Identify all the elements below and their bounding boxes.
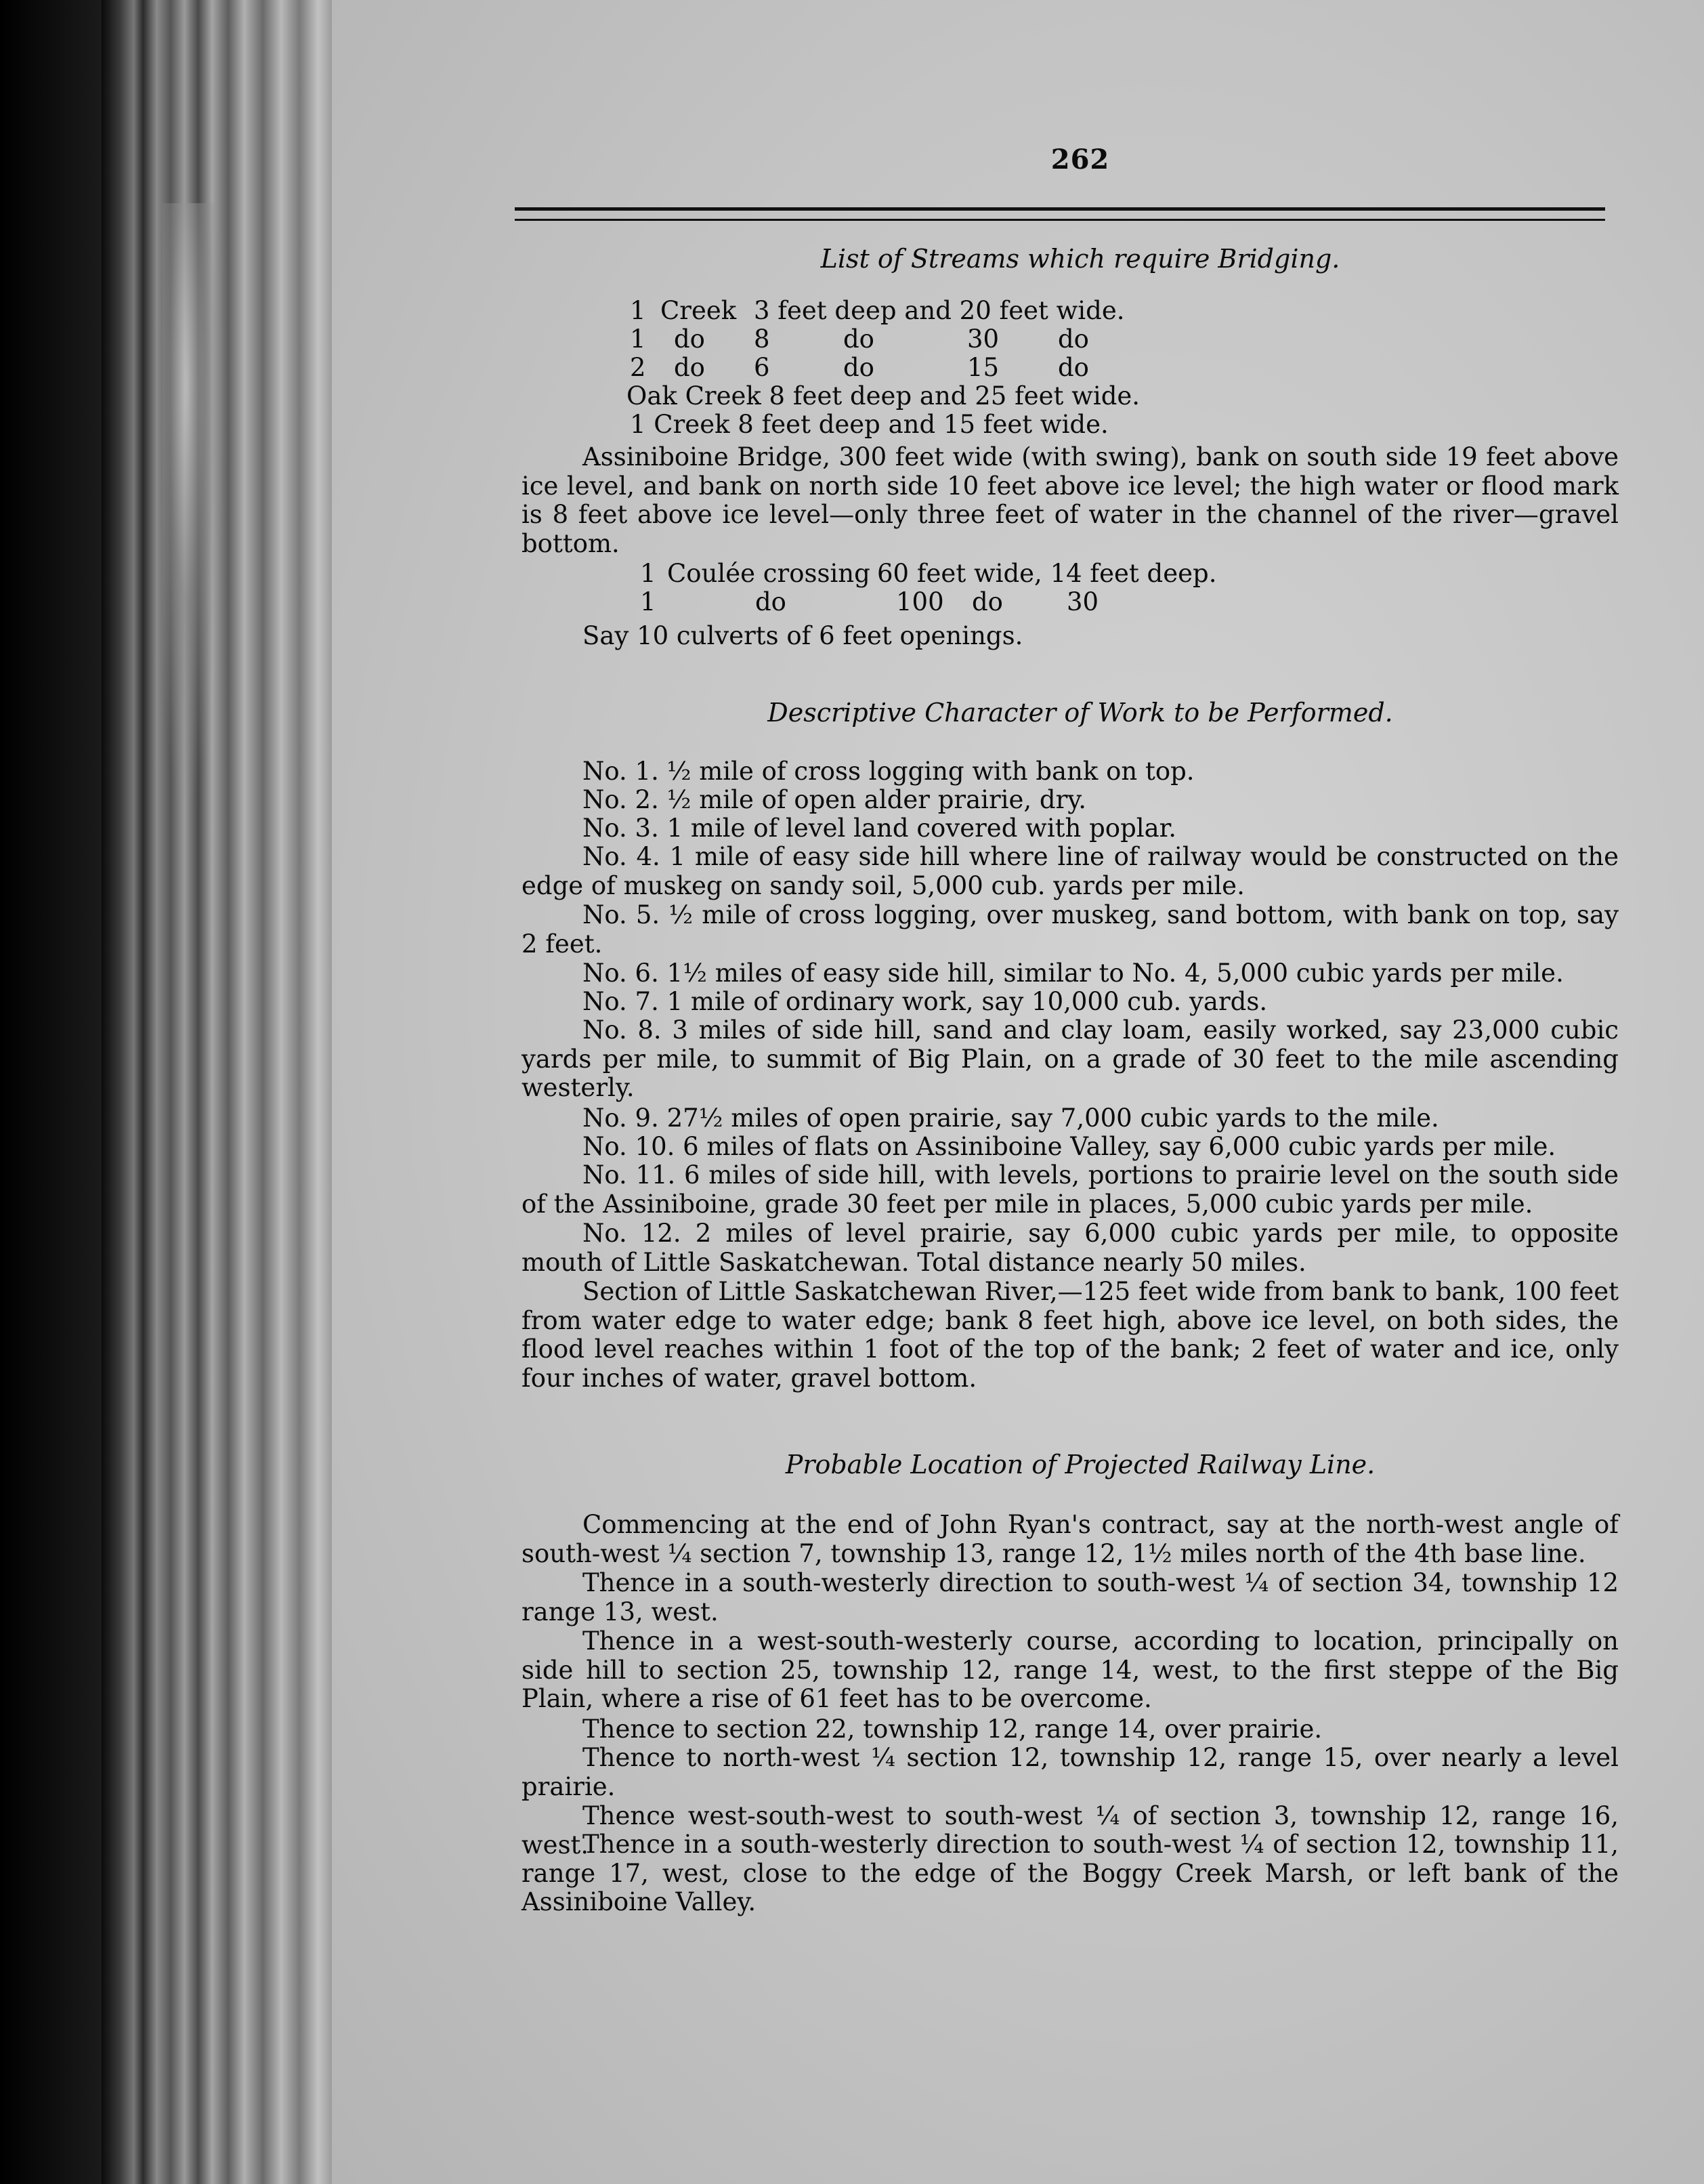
location-item-6: Thence west-south-west to south-west ¼ of section 3, township 12, range 16, west. [521,1801,1619,1860]
work-item-7: No. 7. 1 mile of ordinary work, say 10,000 cub. yards. [582,987,1268,1016]
creek-line: 1 Creek 8 feet deep and 15 feet wide. [630,410,1109,439]
work-item-12: No. 12. 2 miles of level prairie, say 6,000 cubic yards per mile, to opposite mouth of Little Saskatchewan. Total distance nearly 50 miles. [521,1219,1619,1277]
work-item-4: No. 4. 1 mile of easy side hill where line of railway would be constructed on the edge of muskeg on sandy soil, 5,000 cub. yards per mile. [521,842,1619,900]
section-heading-streams: List of Streams which require Bridging. [820,244,1340,274]
work-item-2: No. 2. ½ mile of open alder prairie, dry. [582,785,1087,814]
little-saskatchewan-paragraph: Section of Little Saskatchewan River,—125 feet wide from bank to bank, 100 feet from water edge to water edge; bank 8 feet high, above ice level, on both sides, the flood level reaches within 1 foot of the top of the bank; 2 feet of water and ice, only four inches of water, gravel bottom. [521,1277,1619,1393]
section-heading-location: Probable Location of Projected Railway Line. [785,1450,1376,1479]
row-3-do2: do [1058,353,1089,382]
coulee-1-count: 1 [640,559,656,588]
row-2-do: do [843,324,874,354]
row-1-type: Creek [660,296,737,325]
row-3-depth: 6 [754,353,770,382]
page-number: 262 [1050,144,1110,175]
work-item-10: No. 10. 6 miles of flats on Assiniboine Valley, say 6,000 cubic yards per mile. [582,1132,1556,1161]
section-heading-work: Descriptive Character of Work to be Performed. [767,698,1393,728]
book-page [332,0,1704,2184]
coulee-2-count: 1 [640,587,656,616]
location-item-3: Thence in a west-south-westerly course, according to location, principally on side hill to section 25, township 12, range 14, west, to the first steppe of the Big Plain, where a rise of 61 feet has to be overcome. [521,1626,1619,1713]
row-3-count: 2 [630,353,646,382]
assiniboine-text: Assiniboine Bridge, 300 feet wide (with swing), bank on south side 19 feet above ice level, and bank on north side 10 feet above ice level; the high water or flood mark is 8 feet above ice level—only three feet of water in the channel of the river—gravel bottom. [521,442,1619,558]
location-item-4: Thence to section 22, township 12, range 14, over prairie. [582,1715,1323,1744]
location-item-7: Thence in a south-westerly direction to south-west ¼ of section 12, township 11, range 17, west, close to the edge of the Boggy Creek Marsh, or left bank of the Assiniboine Valley. [521,1830,1619,1916]
coulee-2-depth: 30 [1067,587,1099,616]
work-item-1: No. 1. ½ mile of cross logging with bank on top. [582,757,1195,786]
work-item-3: No. 3. 1 mile of level land covered with poplar. [582,814,1177,843]
row-3-type: do [674,353,705,382]
work-item-5: No. 5. ½ mile of cross logging, over muskeg, sand bottom, with bank on top, say 2 feet. [521,900,1619,959]
location-item-1: Commencing at the end of John Ryan's contract, say at the north-west angle of south-west ¼ section 7, township 13, range 12, 1½ miles north of the 4th base line. [521,1510,1619,1568]
row-2-type: do [674,324,705,354]
work-item-6: No. 6. 1½ miles of easy side hill, similar to No. 4, 5,000 cubic yards per mile. [582,959,1564,988]
location-item-5: Thence to north-west ¼ section 12, township 12, range 15, over nearly a level prairie. [521,1743,1619,1801]
oak-creek-line: Oak Creek 8 feet deep and 25 feet wide. [626,381,1141,411]
row-2-depth: 8 [754,324,770,354]
location-item-2: Thence in a south-westerly direction to south-west ¼ of section 34, township 12 range 13, west. [521,1568,1619,1626]
row-1-count: 1 [630,296,646,325]
header-rule [515,207,1605,221]
coulee-2-do: do [972,587,1003,616]
coulee-2-type: do [755,587,786,616]
row-3-width: 15 [967,353,1000,382]
coulee-1-type: Coulée crossing [667,559,870,588]
culverts-line: Say 10 culverts of 6 feet openings. [582,621,1023,650]
work-item-9: No. 9. 27½ miles of open prairie, say 7,000 cubic yards to the mile. [582,1104,1439,1133]
row-1-desc: 3 feet deep and 20 feet wide. [754,296,1125,325]
book-spine [0,0,108,2184]
coulee-1-desc: 60 feet wide, 14 feet deep. [877,559,1217,588]
torn-paper-fragment [163,203,223,813]
row-2-width: 30 [967,324,1000,354]
streams-table [630,297,1578,385]
work-item-8: No. 8. 3 miles of side hill, sand and clay loam, easily worked, say 23,000 cubic yards per mile, to summit of Big Plain, on a grade of 30 feet to the mile ascending westerly. [521,1015,1619,1102]
coulee-table [640,560,1588,621]
row-2-do2: do [1058,324,1089,354]
work-item-11: No. 11. 6 miles of side hill, with levels, portions to prairie level on the south side of the Assiniboine, grade 30 feet per mile in places, 5,000 cubic yards per mile. [521,1160,1619,1219]
row-2-count: 1 [630,324,646,354]
assiniboine-paragraph [521,443,1619,558]
row-3-do: do [843,353,874,382]
coulee-2-width: 100 [896,587,944,616]
